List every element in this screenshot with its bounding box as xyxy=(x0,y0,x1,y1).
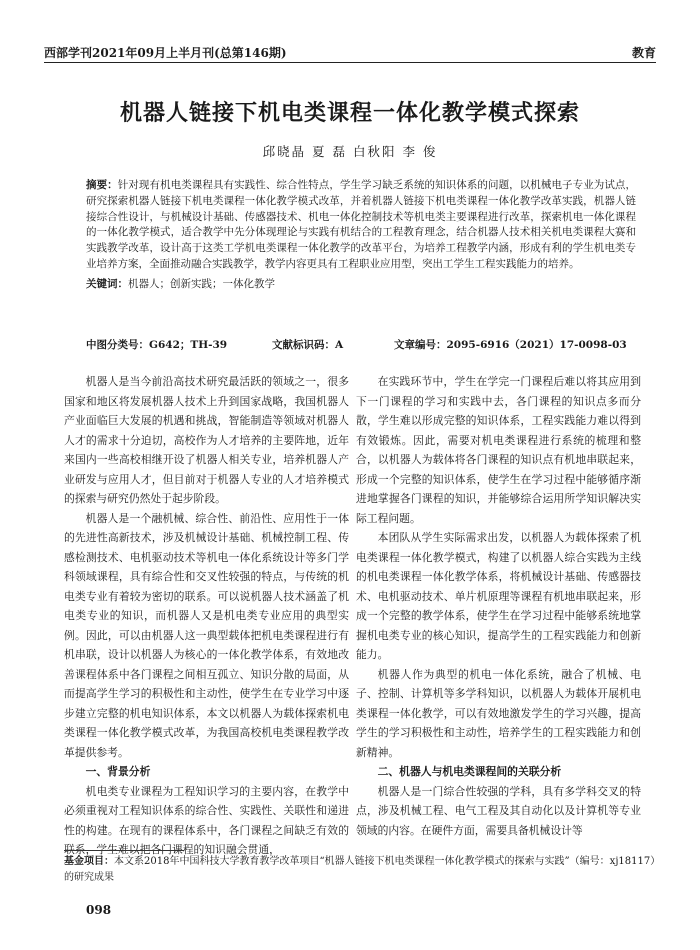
keywords-label: 关键词： xyxy=(86,277,128,290)
section-heading: 一、背景分析 xyxy=(85,765,151,778)
author-list: 邱晓晶 夏 磊 白秋阳 李 俊 xyxy=(262,144,438,159)
abstract-label: 摘要： xyxy=(86,179,118,191)
section-heading: 二、机器人与机电类课程间的关联分析 xyxy=(377,765,562,778)
body-paragraph: 机器人是一个融机械、综合性、前沿性、应用性于一体的先进性高新技术，涉及机械设计基础、机械控制工程、传感检测技术、电机驱动技术等机电一体化系统设计等多门学科领域课程，具有综合性和交叉性较强的特点，与传统的机电类专业有着较为密切的联系。可以说机器人技术涵盖了机电类专业的知识，而机器人又是机电类专业应用的典型实例。因此，可以由机器人这一典型载体把机电类课程进行有机串联，设计以机器人为核心的一体化教学体系，有效地改善课程体系中各门课程之间相互孤立、知识分散的局面，从而提高学生学习的积极性和主动性，使学生在专业学习中逐步建立完整的机电知识体系，本文以机器人为载体探索机电类课程一体化教学模式改革，为我国高校机电类课程教学改革提供参考。 xyxy=(64,511,349,759)
keywords-text: 机器人；创新实践；一体化教学 xyxy=(128,277,275,290)
page-number: 098 xyxy=(86,903,112,917)
abstract-text: 针对现有机电类课程具有实践性、综合性特点，学生学习缺乏系统的知识体系的问题，以机械电子专业为试点，研究探索机器人链接下机电类课程一体化教学模式改革，并着机器人链接下机电类课程一体化教学改革实践，机器人链接综合性设计，与机械设计基础、传感器技术、机电一体化控制技术等机电类主要课程进行改革，探索机电一体化课程的一体化教学模式，适合教学中先分体现理论与实践有机结合的工程教育理念，结合机器人技术相关机电类课程大赛和实践教学改革，设计高于这类工学机电类课程一体化教学的改革平台，为培养工程教学内涵，形成有利的学生机电类专业培养方案，全面推动融合实践教学，教学内容更具有工程职业应用型，突出工学生工程实践能力的培养。 xyxy=(86,179,637,270)
header-rule xyxy=(44,62,656,63)
body-paragraph: 机器人是一门综合性较强的学科，具有多学科交叉的特点，涉及机械工程、电气工程及其自动化以及计算机等专业领域的内容。在硬件方面，需要具备机械设计等 xyxy=(356,784,641,837)
body-paragraph: 机器人是当今前沿高技术研究最活跃的领域之一，很多国家和地区将发展机器人技术上升到国家战略，我国机器人产业面临巨大发展的机遇和挑战，智能制造等领域对机器人人才的需求十分迫切，高校作为人才培养的主要阵地，近年来国内一些高校相继开设了机器人相关专业，培养机器人产业研发与应用人才，但目前对于机器人专业的人才培养模式的探索与研究仍然处于起步阶段。 xyxy=(64,375,349,505)
paper-title: 机器人链接下机电类课程一体化教学模式探索 xyxy=(119,100,580,126)
body-column-left xyxy=(64,372,349,860)
article-number: 文章编号：2095-6916（2021）17-0098-03 xyxy=(394,339,627,351)
running-header xyxy=(44,44,656,64)
body-paragraph: 在实践环节中，学生在学完一门课程后难以将其应用到下一门课程的学习和实践中去，各门课程的知识点多而分散，学生难以形成完整的知识体系，工程实践能力难以得到有效锻炼。因此，需要对机电类课程进行系统的梳理和整合，以机器人为载体将各门课程的知识点有机地串联起来，形成一个完整的知识体系，使学生在学习过程中能够循序渐进地掌握各门课程的知识，并能够综合运用所学知识解决实际工程问题。 xyxy=(356,375,641,525)
classification-row xyxy=(86,337,650,353)
body-column-right xyxy=(356,372,641,840)
journal-info: 西部学刊2021年09月上半月刊(总第146期) xyxy=(44,46,287,60)
footnote-rule xyxy=(64,850,184,851)
footnote-label: 基金项目： xyxy=(64,856,114,867)
clc-number: 中图分类号：G642；TH-39 xyxy=(86,339,228,351)
document-code: 文献标识码：A xyxy=(272,339,344,351)
abstract xyxy=(86,178,636,293)
abstract-paragraph xyxy=(86,178,636,273)
funding-footnote xyxy=(64,850,656,886)
body-paragraph: 机电类专业课程为工程知识学习的主要内容，在教学中必须重视对工程知识体系的综合性、实践性、关联性和递进性的构建。在现有的课程体系中，各门课程之间缺乏有效的联系，学生难以把各门课程的知识融会贯通， xyxy=(64,784,349,856)
body-paragraph: 机器人作为典型的机电一体化系统，融合了机械、电子、控制、计算机等多学科知识，以机器人为载体开展机电类课程一体化教学，可以有效地激发学生的学习兴趣，提高学生的学习积极性和主动性，培养学生的工程实践能力和创新精神。 xyxy=(356,667,641,759)
keywords xyxy=(86,277,636,293)
body-paragraph: 本团队从学生实际需求出发，以机器人为载体探索了机电类课程一体化教学模式，构建了以机器人综合实践为主线的机电类课程一体化教学体系，将机械设计基础、传感器技术、电机驱动技术、单片机原理等课程有机地串联起来，形成一个完整的教学体系，使学生在学习过程中能够系统地掌握机电类专业的核心知识，提高学生的工程实践能力和创新能力。 xyxy=(356,531,641,661)
section-label: 教育 xyxy=(631,46,656,60)
footnote-text: 本文系2018年中国科技大学教育教学改革项目“机器人链接下机电类课程一体化教学模式的探索与实践”（编号：xj18117）的研究成果 xyxy=(64,856,656,883)
